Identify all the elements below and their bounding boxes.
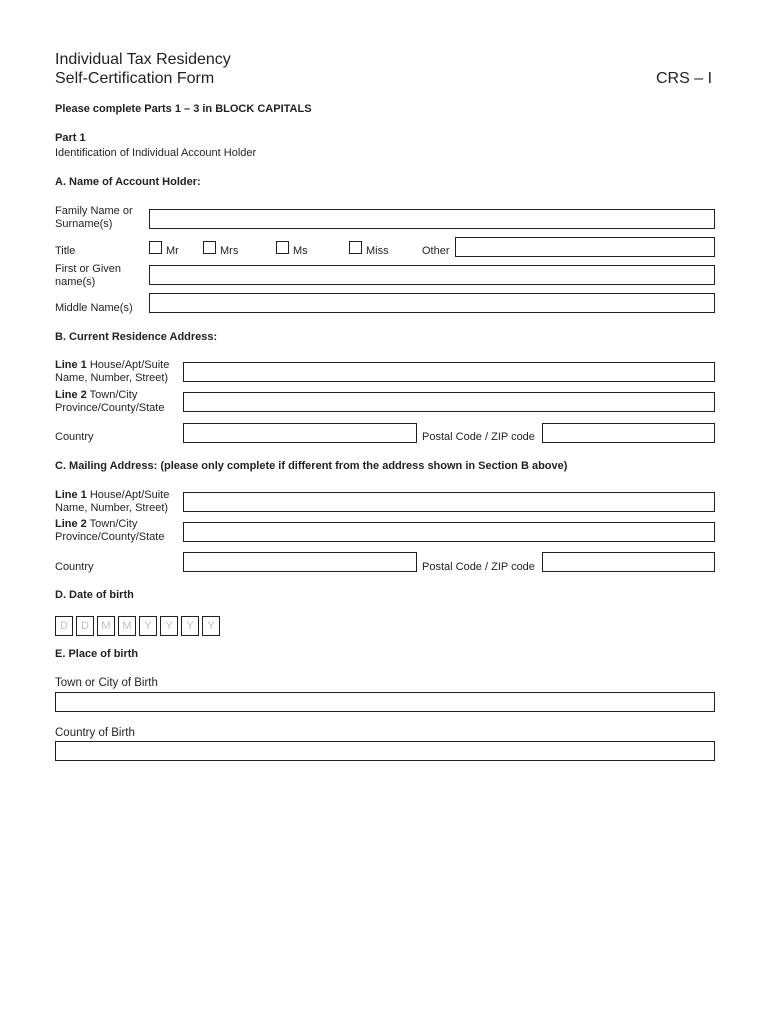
mailing-line2-label-cont: Province/County/State <box>55 531 165 543</box>
residence-line1-label-cont: Name, Number, Street) <box>55 372 169 384</box>
title-mrs-label: Mrs <box>220 245 239 257</box>
section-d-heading: D. Date of birth <box>55 589 134 601</box>
mailing-postal-field[interactable] <box>542 552 715 572</box>
mailing-line2-field[interactable] <box>183 522 715 542</box>
residence-country-label: Country <box>55 431 94 443</box>
birth-country-field[interactable] <box>55 741 715 761</box>
part1-subheading: Identification of Individual Account Holder <box>55 147 257 159</box>
title-other-field[interactable] <box>455 237 715 257</box>
title-ms-label: Ms <box>293 245 308 257</box>
residence-postal-field[interactable] <box>542 423 715 443</box>
instruction-text: Please complete Parts 1 – 3 in BLOCK CAPITALS <box>55 103 312 115</box>
section-b-heading: B. Current Residence Address: <box>55 331 218 343</box>
residence-line2-field[interactable] <box>183 392 715 412</box>
mailing-line2-bold: Line 2 <box>55 518 87 530</box>
residence-country-field[interactable] <box>183 423 417 443</box>
birth-country-label: Country of Birth <box>55 727 135 739</box>
section-e-heading: E. Place of birth <box>55 648 139 660</box>
title-ms-checkbox[interactable] <box>276 241 289 254</box>
mailing-country-label: Country <box>55 561 94 573</box>
birth-town-field[interactable] <box>55 692 715 712</box>
mailing-line1-label <box>55 489 169 502</box>
mailing-line2-label-a: Town/City <box>89 518 138 530</box>
dob-month-2[interactable]: M <box>118 616 136 636</box>
dob-day-2[interactable]: D <box>76 616 94 636</box>
dob-year-4[interactable]: Y <box>202 616 220 636</box>
form-title-line2: Self-Certification Form <box>55 70 215 87</box>
residence-line1-label-a: House/Apt/Suite <box>89 359 170 371</box>
residence-line1-bold: Line 1 <box>55 359 87 371</box>
mailing-line2-label <box>55 518 137 531</box>
residence-line2-label-cont: Province/County/State <box>55 402 165 414</box>
section-c-heading: C. Mailing Address: (please only complete if different from the address shown in Section B above) <box>55 460 568 472</box>
dob-day-1[interactable]: D <box>55 616 73 636</box>
section-a-heading: A. Name of Account Holder: <box>55 176 201 188</box>
residence-line2-label <box>55 389 137 402</box>
residence-line2-label-a: Town/City <box>89 389 138 401</box>
family-name-label: Family Name or <box>55 205 133 217</box>
residence-line2-bold: Line 2 <box>55 389 87 401</box>
part1-heading: Part 1 <box>55 132 86 144</box>
title-mr-checkbox[interactable] <box>149 241 162 254</box>
middle-name-label: Middle Name(s) <box>55 302 133 314</box>
title-mrs-checkbox[interactable] <box>203 241 216 254</box>
title-miss-checkbox[interactable] <box>349 241 362 254</box>
mailing-country-field[interactable] <box>183 552 417 572</box>
family-name-label-cont: Surname(s) <box>55 218 113 230</box>
dob-year-3[interactable]: Y <box>181 616 199 636</box>
mailing-line1-bold: Line 1 <box>55 489 87 501</box>
first-name-label: First or Given <box>55 263 122 275</box>
birth-town-label: Town or City of Birth <box>55 677 158 689</box>
first-name-field[interactable] <box>149 265 715 285</box>
dob-year-2[interactable]: Y <box>160 616 178 636</box>
middle-name-field[interactable] <box>149 293 715 313</box>
dob-month-1[interactable]: M <box>97 616 115 636</box>
mailing-line1-label-a: House/Apt/Suite <box>89 489 170 501</box>
mailing-line1-label-cont: Name, Number, Street) <box>55 502 169 514</box>
title-label: Title <box>55 245 76 257</box>
title-mr-label: Mr <box>166 245 179 257</box>
family-name-field[interactable] <box>149 209 715 229</box>
title-other-label: Other <box>422 245 450 257</box>
dob-year-1[interactable]: Y <box>139 616 157 636</box>
first-name-label-cont: name(s) <box>55 276 96 288</box>
mailing-postal-label: Postal Code / ZIP code <box>422 561 535 573</box>
title-miss-label: Miss <box>366 245 389 257</box>
form-code: CRS – I <box>656 70 713 87</box>
residence-line1-field[interactable] <box>183 362 715 382</box>
residence-postal-label: Postal Code / ZIP code <box>422 431 535 443</box>
form-title-line1: Individual Tax Residency <box>55 51 231 68</box>
mailing-line1-field[interactable] <box>183 492 715 512</box>
residence-line1-label <box>55 359 169 372</box>
